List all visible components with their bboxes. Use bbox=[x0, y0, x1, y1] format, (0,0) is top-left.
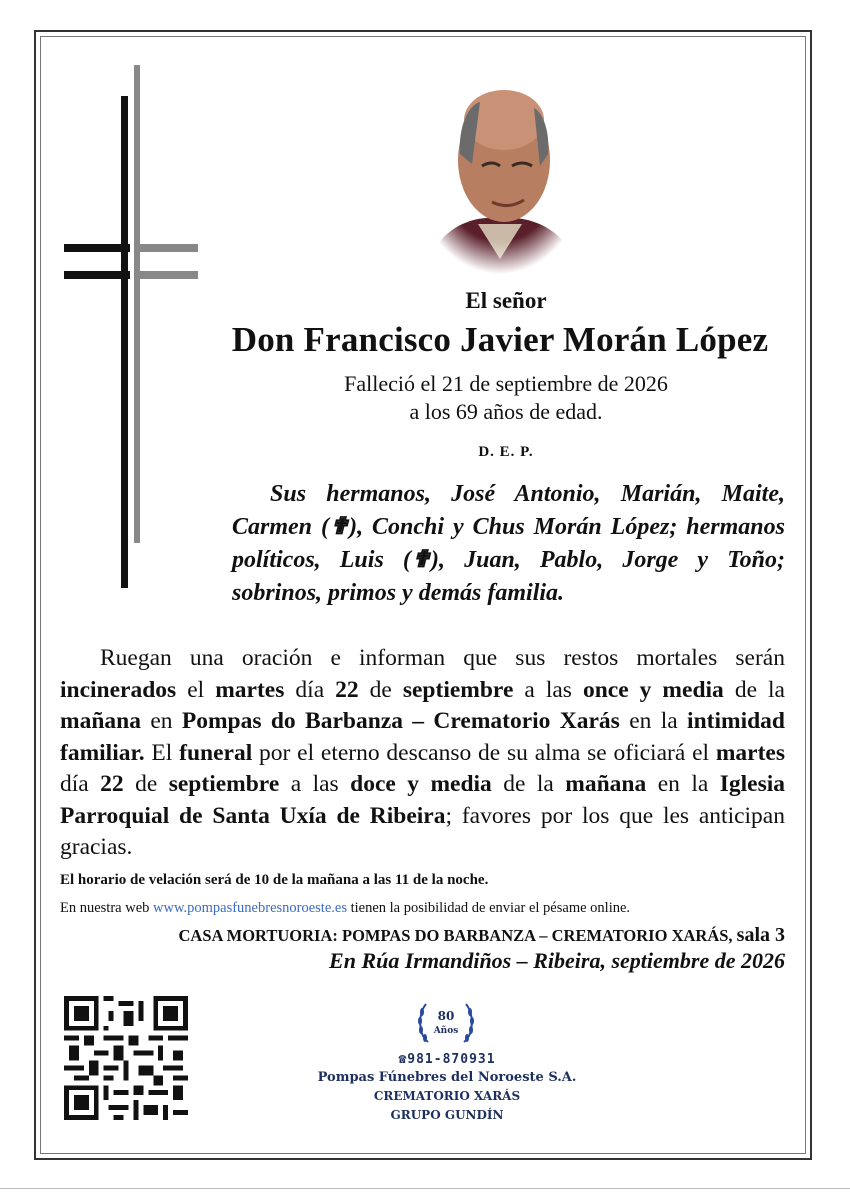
death-age: a los 69 años de edad. bbox=[409, 399, 603, 424]
body-text: de la bbox=[723, 676, 785, 703]
family-paragraph: Sus hermanos, José Antonio, Marián, Maite, Carmen (✟), Conchi y Chus Morán López; hermanos políticos, Luis (✟), Juan, Pablo, Jorge y Toño; sobrinos, primos y demás familia. bbox=[232, 481, 785, 606]
body-text: día bbox=[60, 771, 101, 797]
ceremony-paragraph bbox=[60, 643, 785, 864]
group-name: GRUPO GUNDÍN bbox=[390, 1108, 504, 1122]
body-highlight: Pompas do Barbanza – Crematorio Xarás bbox=[181, 708, 620, 734]
body-highlight: Iglesia Parroquial de Santa Uxía de Ribeira bbox=[60, 771, 786, 829]
logo-years: 80 bbox=[437, 1009, 455, 1023]
body-highlight: 22 bbox=[100, 771, 124, 797]
company-block bbox=[300, 1068, 594, 1125]
death-date: Falleció el 21 de septiembre de 2026 bbox=[344, 371, 668, 396]
room-number: sala 3 bbox=[736, 924, 785, 946]
web-notice bbox=[60, 900, 785, 917]
body-text: a las bbox=[513, 676, 583, 703]
body-text: el bbox=[176, 676, 216, 703]
website-link[interactable]: www.pompasfunebresnoroeste.es bbox=[153, 900, 347, 916]
funeral-home-line bbox=[60, 924, 785, 947]
body-text: en bbox=[140, 708, 182, 734]
crematorio-name: CREMATORIO XARÁS bbox=[373, 1089, 521, 1103]
deceased-name: Don Francisco Javier Morán López bbox=[231, 320, 769, 359]
body-text: ; favores por los que les anticipan gracias. bbox=[60, 802, 785, 860]
body-text: en la bbox=[646, 771, 720, 797]
body-highlight: intimidad familiar. bbox=[60, 708, 785, 766]
death-info bbox=[230, 370, 782, 426]
qr-code-icon[interactable] bbox=[64, 996, 188, 1120]
vigil-hours: El horario de velación será de 10 de la mañana a las 11 de la noche. bbox=[60, 872, 489, 888]
body-text: El bbox=[144, 739, 180, 766]
deceased-portrait bbox=[420, 74, 580, 274]
body-text: de bbox=[358, 676, 403, 703]
body-highlight: 22 bbox=[335, 676, 359, 703]
body-highlight: doce y media bbox=[350, 771, 492, 797]
anniversary-logo bbox=[410, 996, 482, 1048]
body-text: de bbox=[123, 771, 169, 797]
web-prefix: En nuestra web bbox=[60, 900, 154, 916]
body-highlight: mañana bbox=[60, 708, 141, 734]
web-suffix: tienen la posibilidad de enviar el pésame online. bbox=[346, 900, 631, 916]
body-highlight: septiembre bbox=[402, 676, 514, 703]
body-highlight: martes bbox=[215, 676, 285, 703]
page-edge-line bbox=[0, 1188, 850, 1189]
body-highlight: once y media bbox=[582, 676, 724, 703]
phone-number: ☎981-870931 bbox=[398, 1052, 496, 1067]
body-highlight: septiembre bbox=[168, 771, 280, 797]
company-name: Pompas Fúnebres del Noroeste S.A. bbox=[317, 1070, 577, 1085]
body-text: a las bbox=[279, 771, 351, 797]
body-text: de la bbox=[491, 771, 566, 797]
body-text: por el eterno descanso de su alma se oficiará el bbox=[252, 739, 716, 766]
rip-abbrev: D. E. P. bbox=[478, 444, 534, 460]
funeral-home-label: CASA MORTUORIA: POMPAS DO BARBANZA – CREMATORIO XARÁS, bbox=[178, 926, 737, 945]
body-text: día bbox=[284, 676, 336, 703]
body-highlight: incinerados bbox=[60, 676, 177, 703]
logo-word: Años bbox=[433, 1026, 459, 1036]
body-highlight: funeral bbox=[179, 739, 253, 766]
body-text: Ruegan una oración e informan que sus restos mortales serán bbox=[100, 645, 785, 671]
body-highlight: martes bbox=[715, 739, 785, 766]
place-date: En Rúa Irmandiños – Ribeira, septiembre de 2026 bbox=[329, 948, 785, 973]
body-text: en la bbox=[619, 708, 688, 734]
intro-title: El señor bbox=[465, 288, 547, 313]
body-highlight: mañana bbox=[565, 771, 647, 797]
